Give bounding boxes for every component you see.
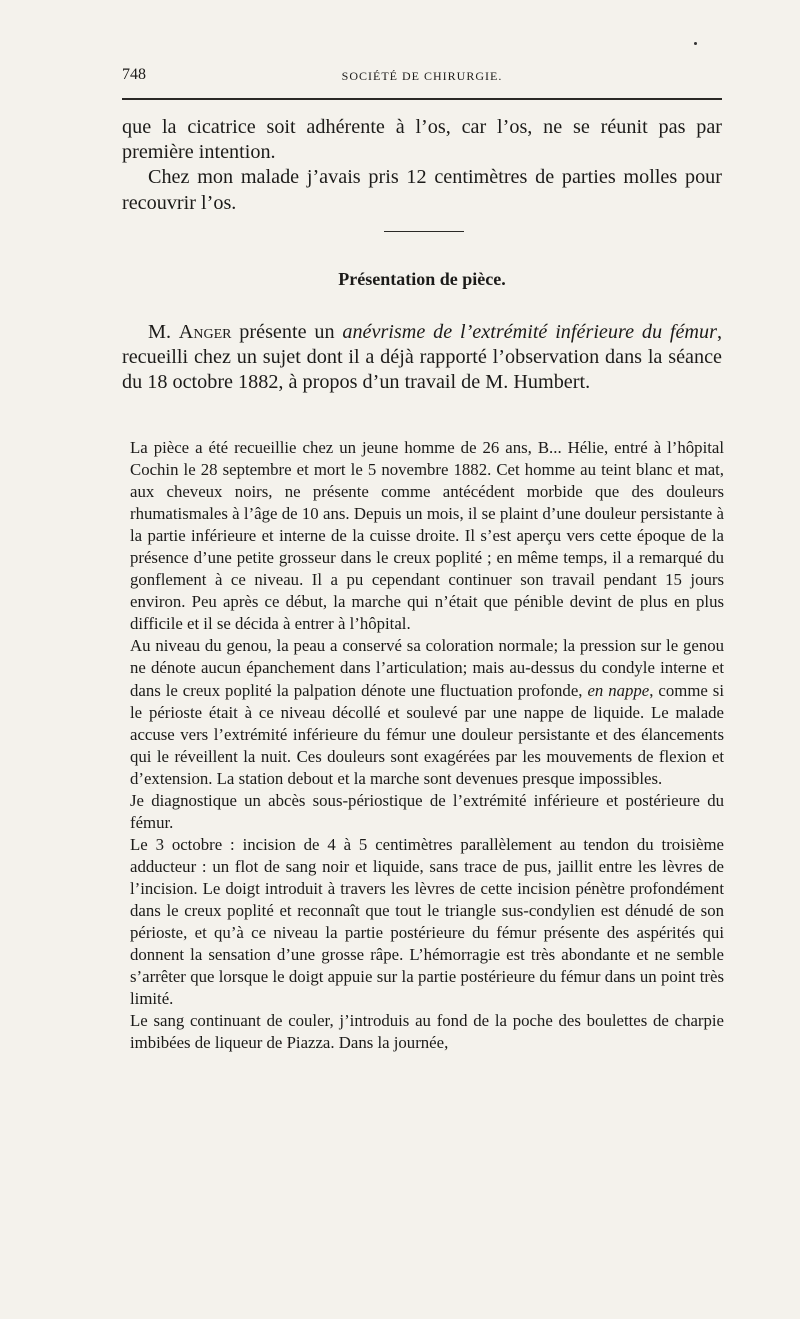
presentation-verb: présente un bbox=[231, 321, 343, 343]
paragraph bbox=[122, 320, 722, 396]
section-heading: Présentation de pièce. bbox=[338, 269, 506, 289]
page-number: 748 bbox=[122, 66, 146, 83]
italic-run: en nappe bbox=[587, 680, 650, 700]
author-name: Anger bbox=[178, 321, 232, 343]
text-run: Au niveau du genou, la peau a conservé sa coloration normale; la pression sur le genou ne dénote aucun épanchement dans l’articulation; mais au-dessus du condyle interne et dans le creux poplité la palpation dénote une fluctuation profonde, bbox=[130, 636, 724, 700]
paragraph: Chez mon malade j’avais pris 12 centimètres de parties molles pour recouvrir l’os. bbox=[122, 166, 722, 214]
paragraph: que la cicatrice soit adhérente à l’os, car l’os, ne se réunit pas par première intention. bbox=[122, 116, 722, 164]
paragraph: La pièce a été recueillie chez un jeune homme de 26 ans, B... Hélie, entré à l’hôpital Cochin le 28 septembre et mort le 5 novembre 1882. Cet homme au teint blanc et mat, aux cheveux noirs, ne présente comme antécédent morbide que des douleurs rhumatismales à l’âge de 10 ans. Depuis un mois, il se plaint d’une douleur persistante à la partie inférieure et interne de la cuisse droite. Il s’est aperçu vers cette époque de la présence d’une petite grosseur dans le creux poplité ; en même temps, il a remarqué du gonflement à ce niveau. Il a pu cependant continuer son travail pendant 15 jours environ. Peu après ce début, la marche qui n’était que pénible devint de plus en plus difficile et il se décida à entrer à l’hôpital. bbox=[130, 438, 724, 634]
paragraph: Le 3 octobre : incision de 4 à 5 centimètres parallèlement au tendon du troisième adducteur : un flot de sang noir et liquide, sans trace de pus, jaillit entre les lèvres de l’incision. Le doigt introduit à travers les lèvres de cette incision pénètre profondément dans le creux poplité et reconnaît que tout le triangle sus-condylien est dénudé de son périoste, et qu’à ce niveau la partie postérieure du fémur présente des aspérités qui donnent la sensation d’une grosse râpe. L’hémorragie est très abondante et ne semble s’arrêter que lorsque le doigt appuie sur la partie postérieure du fémur dans un point très limité. bbox=[130, 834, 724, 1009]
continued-text bbox=[122, 115, 722, 216]
paragraph: Je diagnostique un abcès sous-périostique de l’extrémité inférieure et postérieure du fémur. bbox=[130, 790, 724, 832]
presentation-paragraph bbox=[122, 320, 722, 396]
presentation-prefix: M. bbox=[148, 321, 179, 343]
paragraph bbox=[130, 635, 724, 789]
paragraph: Le sang continuant de couler, j’introduis au fond de la poche des boulettes de charpie imbibées de liqueur de Piazza. Dans la journée, bbox=[130, 1011, 724, 1053]
presentation-rest: , recueilli chez un sujet dont il a déjà rapporté l’observation dans la séance du 18 octobre 1882, à propos d’un travail de M. Humbert. bbox=[122, 321, 722, 394]
page-header bbox=[122, 66, 722, 92]
text-run: , comme si le périoste était à ce niveau décollé et soulevé par une nappe de liquide. Le malade accuse vers l’extrémité inférieure du fémur une douleur persistante et des élancements qui le réveillent la nuit. Ces douleurs sont exagérées par les mouvements de flexion et d’extension. La station debout et la marche sont devenues presque impossibles. bbox=[130, 680, 724, 788]
observation-text bbox=[130, 437, 724, 1054]
specimen-title: anévrisme de l’extrémité inférieure du fémur bbox=[342, 321, 717, 343]
header-rule bbox=[122, 98, 722, 100]
speck-mark bbox=[694, 42, 697, 45]
running-title: SOCIÉTÉ DE CHIRURGIE. bbox=[341, 69, 503, 83]
section-divider bbox=[384, 231, 464, 232]
